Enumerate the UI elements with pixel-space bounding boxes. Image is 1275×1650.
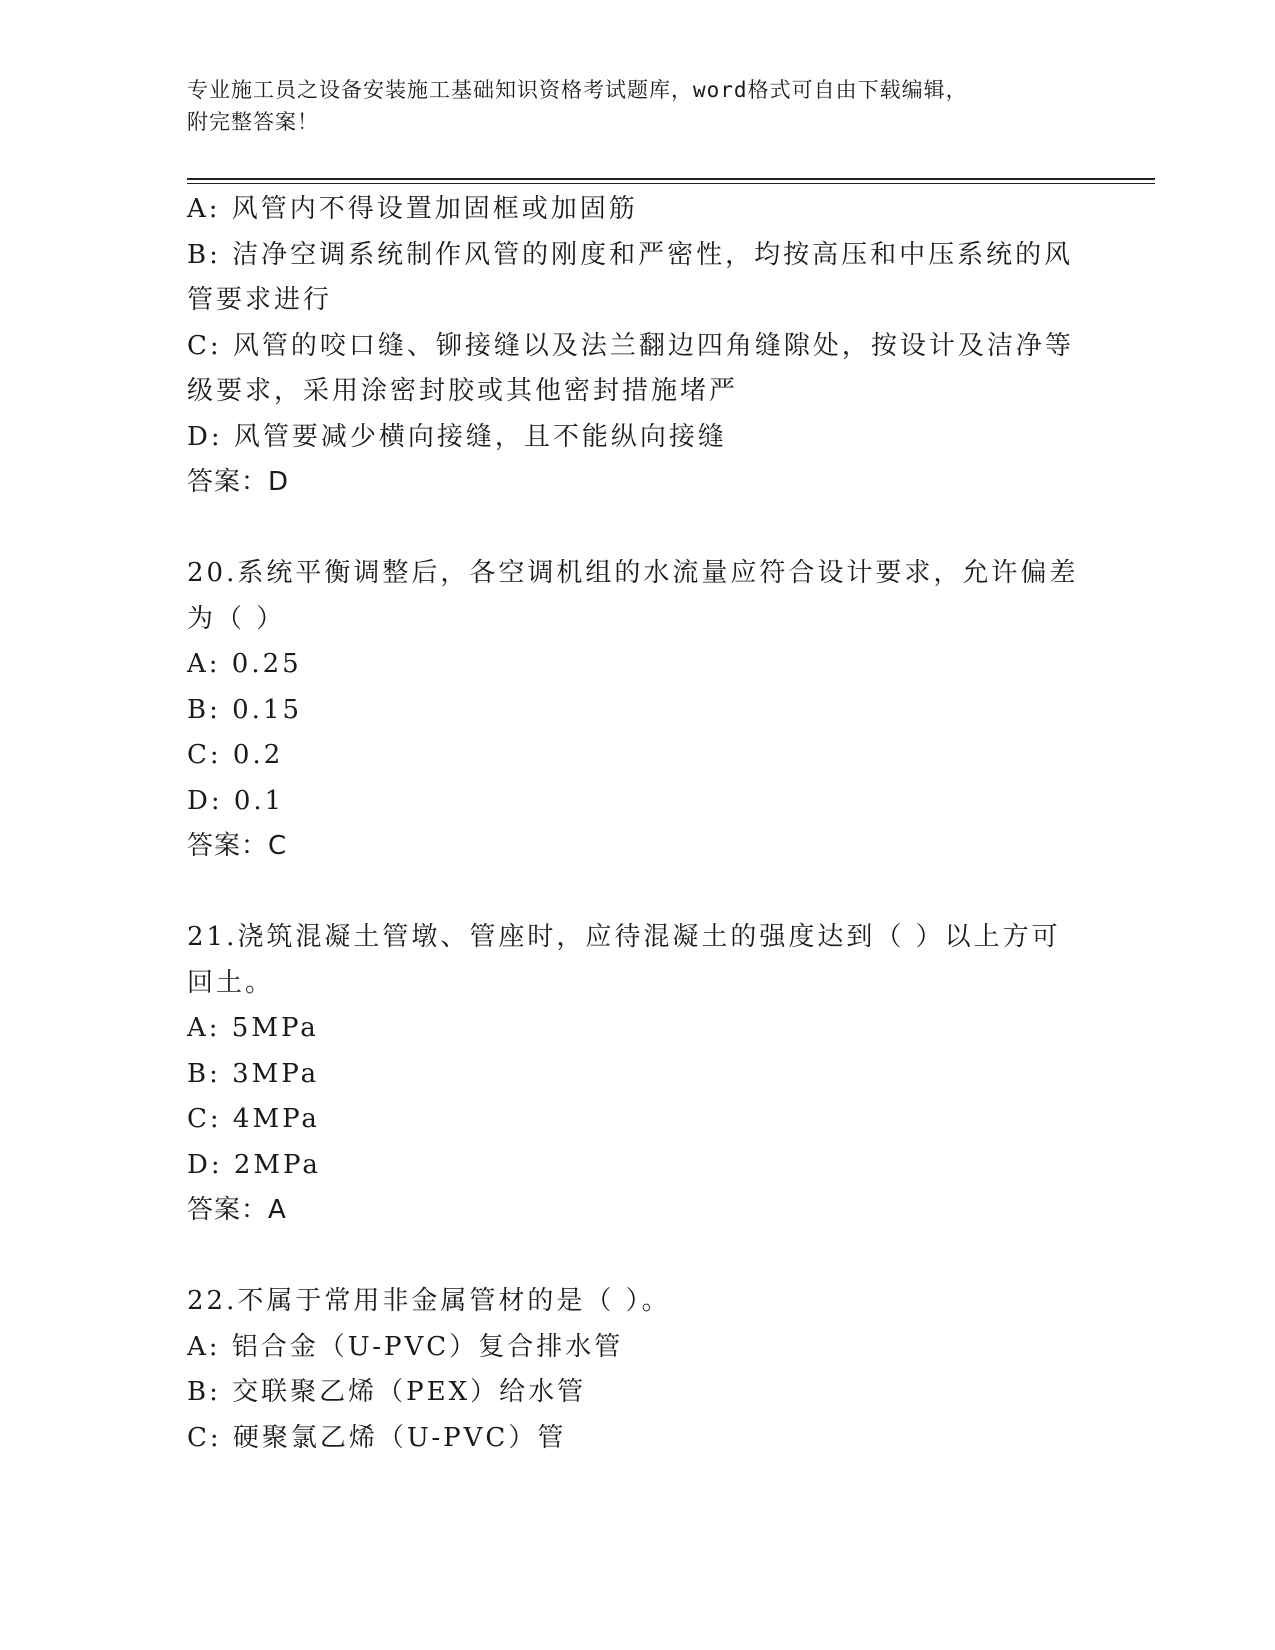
option-line: B: 洁净空调系统制作风管的刚度和严密性，均按高压和中压系统的风 bbox=[187, 239, 1074, 270]
option-line: B: 3MPa bbox=[187, 1058, 320, 1089]
header-line-1: 专业施工员之设备安装施工基础知识资格考试题库，word格式可自由下载编辑， bbox=[187, 78, 968, 102]
option-line: C: 硬聚氯乙烯（U-PVC）管 bbox=[187, 1422, 567, 1453]
question-21-block bbox=[187, 915, 1087, 1234]
option-line: A: 5MPa bbox=[187, 1013, 319, 1043]
question-stem: 22.不属于常用非金属管材的是（ ）。 bbox=[187, 1286, 671, 1316]
option-line: A: 铝合金（U-PVC）复合排水管 bbox=[187, 1331, 624, 1362]
header-line-2: 附完整答案！ bbox=[187, 110, 319, 134]
option-line: D: 0.1 bbox=[187, 785, 285, 816]
question-stem: 21.浇筑混凝土管墩、管座时，应待混凝土的强度达到（ ）以上方可 bbox=[187, 922, 1061, 952]
question-22-block bbox=[187, 1279, 1087, 1461]
document-header bbox=[187, 74, 1067, 138]
option-line: A: 风管内不得设置加固框或加固筋 bbox=[187, 194, 638, 224]
question-stem: 回土。 bbox=[187, 967, 275, 998]
header-rule-thin bbox=[187, 183, 1155, 184]
option-line: D: 2MPa bbox=[187, 1149, 321, 1180]
option-line: 级要求，采用涂密封胶或其他密封措施堵严 bbox=[187, 376, 739, 406]
option-line: A: 0.25 bbox=[187, 649, 302, 679]
question-20-block bbox=[187, 551, 1087, 870]
question-content bbox=[187, 187, 1087, 1461]
option-line: 管要求进行 bbox=[187, 285, 333, 315]
option-line: C: 0.2 bbox=[187, 740, 284, 770]
answer-line: 答案：A bbox=[187, 1195, 287, 1225]
question-stem: 20.系统平衡调整后，各空调机组的水流量应符合设计要求，允许偏差 bbox=[187, 558, 1079, 588]
answer-line: 答案：C bbox=[187, 831, 288, 861]
option-line: D: 风管要减少横向接缝，且不能纵向接缝 bbox=[187, 421, 727, 452]
spacer bbox=[187, 1234, 1087, 1280]
prev-question-block bbox=[187, 187, 1087, 506]
header-rule-thick bbox=[187, 178, 1155, 180]
spacer bbox=[187, 870, 1087, 916]
answer-line: 答案：D bbox=[187, 467, 290, 497]
option-line: C: 风管的咬口缝、铆接缝以及法兰翻边四角缝隙处，按设计及洁净等 bbox=[187, 330, 1074, 361]
spacer bbox=[187, 506, 1087, 552]
option-line: C: 4MPa bbox=[187, 1104, 320, 1134]
option-line: B: 0.15 bbox=[187, 694, 303, 725]
question-stem: 为（ ） bbox=[187, 603, 286, 634]
option-line: B: 交联聚乙烯（PEX）给水管 bbox=[187, 1377, 587, 1407]
